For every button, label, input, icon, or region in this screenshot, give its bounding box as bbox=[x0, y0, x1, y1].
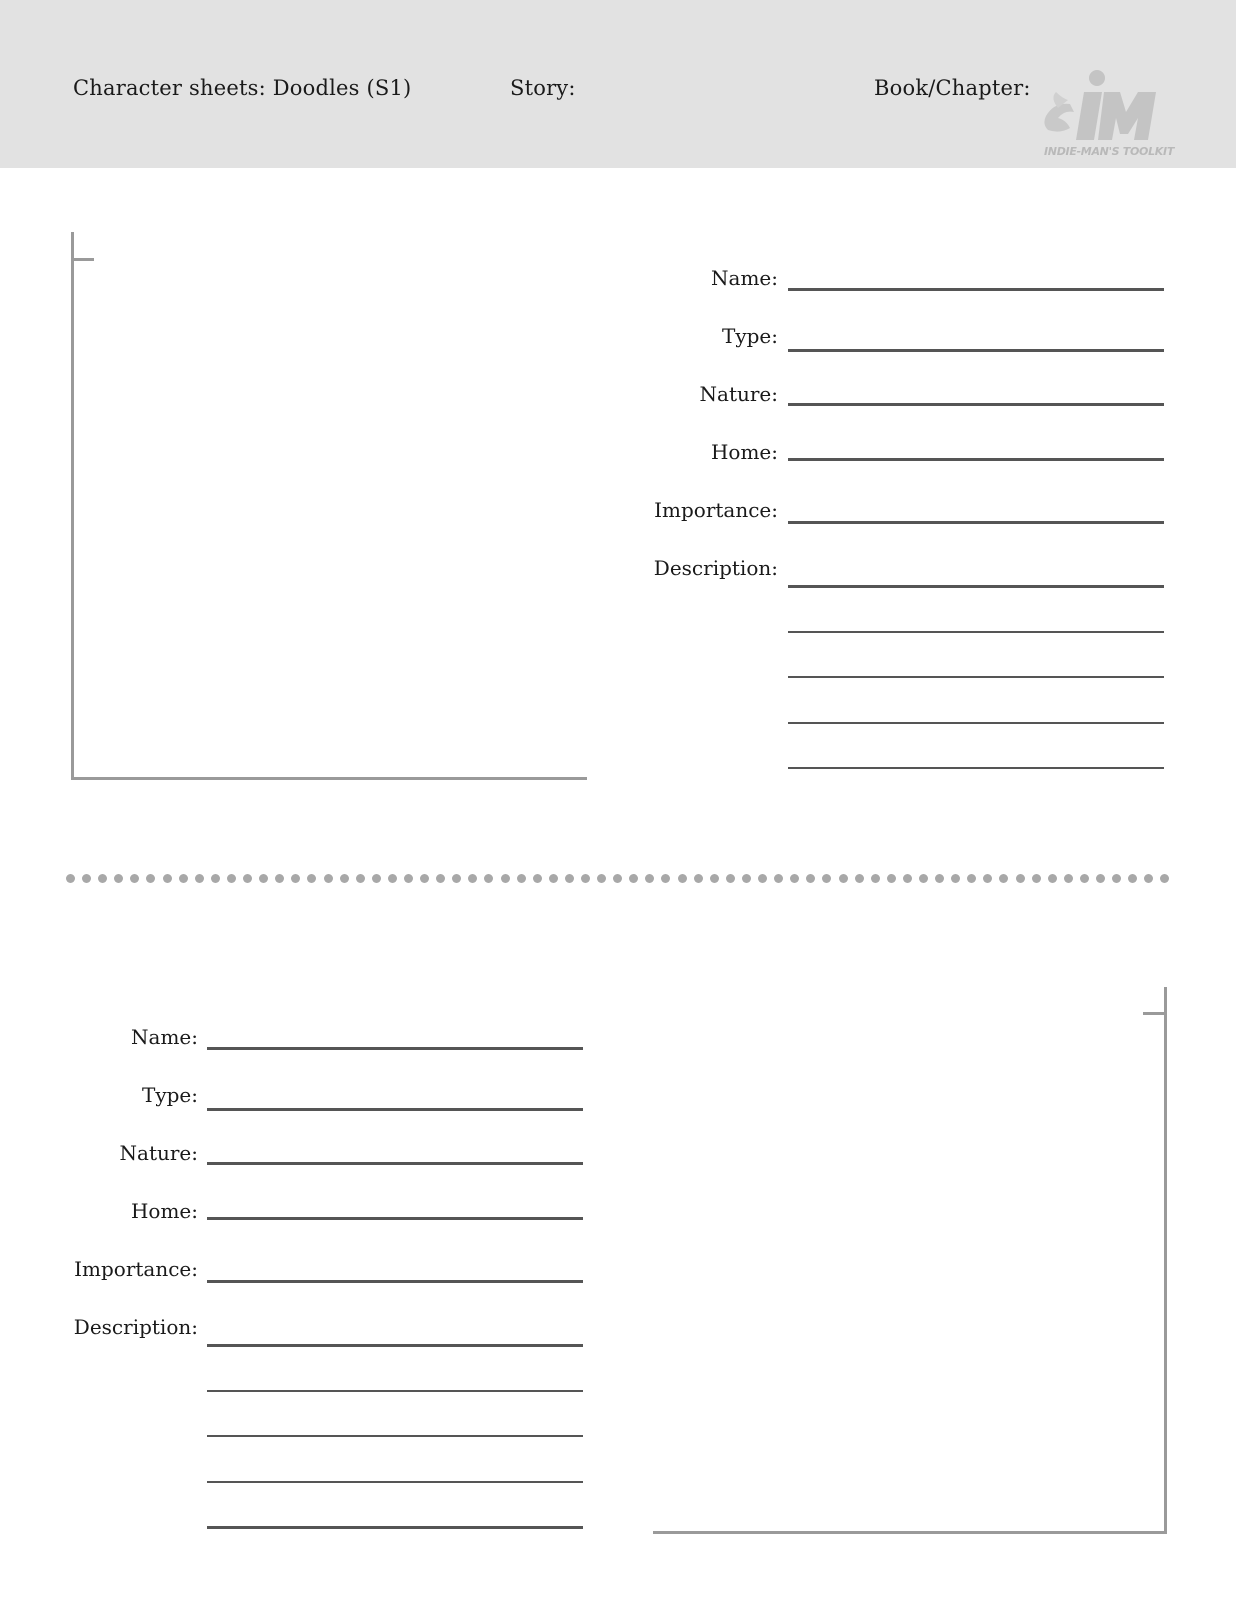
sheet-title: Character sheets: Doodles (S1) bbox=[73, 76, 412, 100]
name-field[interactable] bbox=[788, 288, 1164, 291]
home-field[interactable] bbox=[207, 1217, 583, 1220]
drawing-frame-bottom bbox=[653, 987, 1167, 1534]
frame-corner-tick-top bbox=[71, 258, 94, 261]
type-field[interactable] bbox=[207, 1108, 583, 1111]
description-line[interactable] bbox=[207, 1481, 583, 1483]
description-line[interactable] bbox=[788, 631, 1164, 633]
description-line[interactable] bbox=[207, 1390, 583, 1392]
type-field[interactable] bbox=[788, 349, 1164, 352]
type-label: Type: bbox=[141, 1083, 198, 1107]
drawing-frame-top bbox=[71, 232, 587, 780]
home-label: Home: bbox=[130, 1199, 198, 1223]
description-label: Description: bbox=[653, 556, 778, 580]
dotted-separator bbox=[66, 873, 1170, 883]
nature-label: Nature: bbox=[699, 382, 778, 406]
header-band bbox=[0, 0, 1236, 168]
importance-label: Importance: bbox=[654, 498, 778, 522]
type-label: Type: bbox=[721, 324, 778, 348]
nature-field[interactable] bbox=[788, 403, 1164, 406]
description-line[interactable] bbox=[788, 722, 1164, 724]
name-field[interactable] bbox=[207, 1047, 583, 1050]
nature-label: Nature: bbox=[119, 1141, 198, 1165]
story-label: Story: bbox=[510, 76, 576, 100]
frame-corner-tick-bottom bbox=[1143, 1012, 1166, 1015]
book-chapter-label: Book/Chapter: bbox=[874, 76, 1031, 100]
importance-field[interactable] bbox=[207, 1280, 583, 1283]
name-label: Name: bbox=[711, 266, 778, 290]
home-field[interactable] bbox=[788, 458, 1164, 461]
name-label: Name: bbox=[131, 1025, 198, 1049]
importance-label: Importance: bbox=[74, 1257, 198, 1281]
nature-field[interactable] bbox=[207, 1162, 583, 1165]
description-line[interactable] bbox=[207, 1435, 583, 1437]
importance-field[interactable] bbox=[788, 521, 1164, 524]
description-line[interactable] bbox=[788, 676, 1164, 678]
logo-caption: INDIE-MAN'S TOOLKIT bbox=[1044, 145, 1175, 158]
description-line[interactable] bbox=[788, 585, 1164, 588]
description-line[interactable] bbox=[207, 1526, 583, 1529]
description-label: Description: bbox=[73, 1315, 198, 1339]
description-line[interactable] bbox=[207, 1344, 583, 1347]
home-label: Home: bbox=[710, 440, 778, 464]
description-line[interactable] bbox=[788, 767, 1164, 769]
